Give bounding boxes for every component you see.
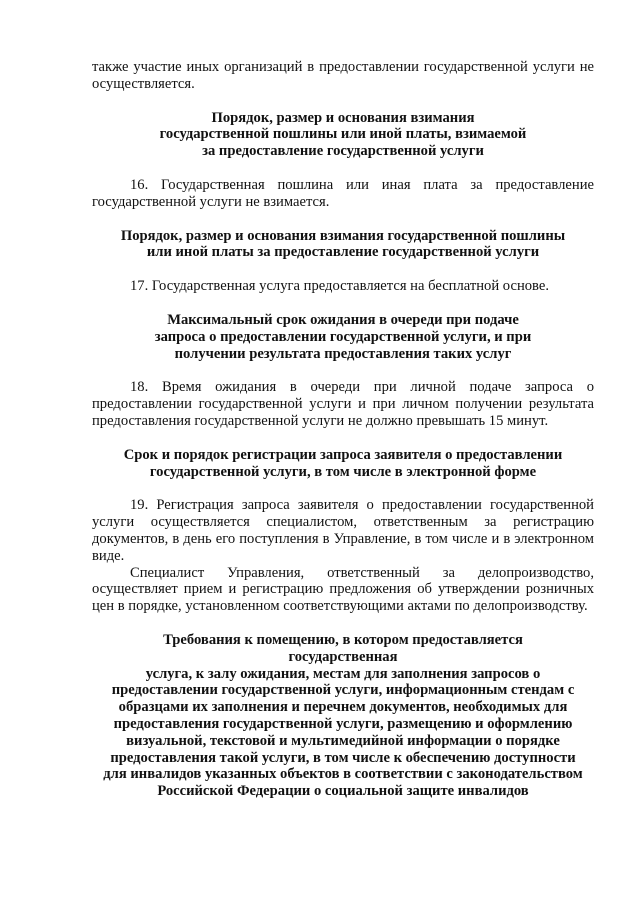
paragraph-17: 17. Государственная услуга предоставляется на бесплатной основе.	[130, 278, 549, 295]
heading-line: или иной платы за предоставление государственной услуги	[146, 244, 540, 261]
heading-line: государственной пошлины или иной платы, взимаемой	[159, 126, 527, 143]
heading-line: образцами их заполнения и перечнем документов, необходимых для	[118, 699, 568, 716]
paragraph-16: 16. Государственная пошлина или иная плата за предоставление государственной услуги не взимается.	[92, 176, 594, 210]
heading-line: Российской Федерации о социальной защите инвалидов	[157, 783, 529, 800]
heading-line: получении результата предоставления таких услуг	[174, 345, 512, 362]
heading-line: Порядок, размер и основания взимания	[211, 109, 475, 126]
heading-line: услуга, к залу ожидания, местам для заполнения запросов о	[145, 665, 541, 682]
heading-fee-basis	[92, 228, 594, 262]
heading-line: предоставлении государственной услуги, информационным стендам с	[111, 682, 575, 699]
heading-line: предоставления государственной услуги, размещению и оформлению	[113, 715, 573, 732]
heading-registration	[92, 447, 594, 481]
heading-premises-requirements	[92, 632, 594, 800]
heading-line: визуальной, текстовой и мультимедийной информации о порядке	[126, 732, 560, 749]
heading-line: Срок и порядок регистрации запроса заявителя о предоставлении	[123, 446, 563, 463]
heading-line: государственная	[288, 648, 398, 665]
heading-fee-payment	[92, 110, 594, 160]
paragraph-intro: также участие иных организаций в предоставлении государственной услуги не осуществляется.	[92, 59, 594, 92]
paragraph-18: 18. Время ожидания в очереди при личной подаче запроса о предоставлении государственной услуги и при личном получении результата предоставления государственной услуги не должно превышать 15 минут.	[92, 379, 594, 429]
heading-line: для инвалидов указанных объектов в соответствии с законодательством	[103, 766, 583, 783]
heading-line: Требования к помещению, в котором предоставляется	[163, 631, 523, 648]
heading-line: за предоставление государственной услуги	[202, 143, 484, 160]
paragraph-19-continued: Специалист Управления, ответственный за делопроизводство, осуществляет прием и регистрацию предложения об утверждении розничных цен в порядке, установленном соответствующими актами по делопроизводству.	[92, 564, 594, 615]
heading-line: Порядок, размер и основания взимания государственной пошлины	[120, 227, 566, 244]
heading-line: государственной услуги, в том числе в электронной форме	[149, 463, 537, 480]
heading-line: запроса о предоставлении государственной услуги, и при	[154, 328, 532, 345]
heading-line: предоставления такой услуги, в том числе к обеспечению доступности	[110, 749, 576, 766]
heading-queue-time	[92, 312, 594, 362]
heading-line: Максимальный срок ожидания в очереди при подаче	[167, 311, 519, 328]
paragraph-19: 19. Регистрация запроса заявителя о предоставлении государственной услуги осуществляется специалистом, ответственным за регистрацию документов, в день его поступления в Управление, в том числе и в электронном виде.	[92, 497, 594, 564]
